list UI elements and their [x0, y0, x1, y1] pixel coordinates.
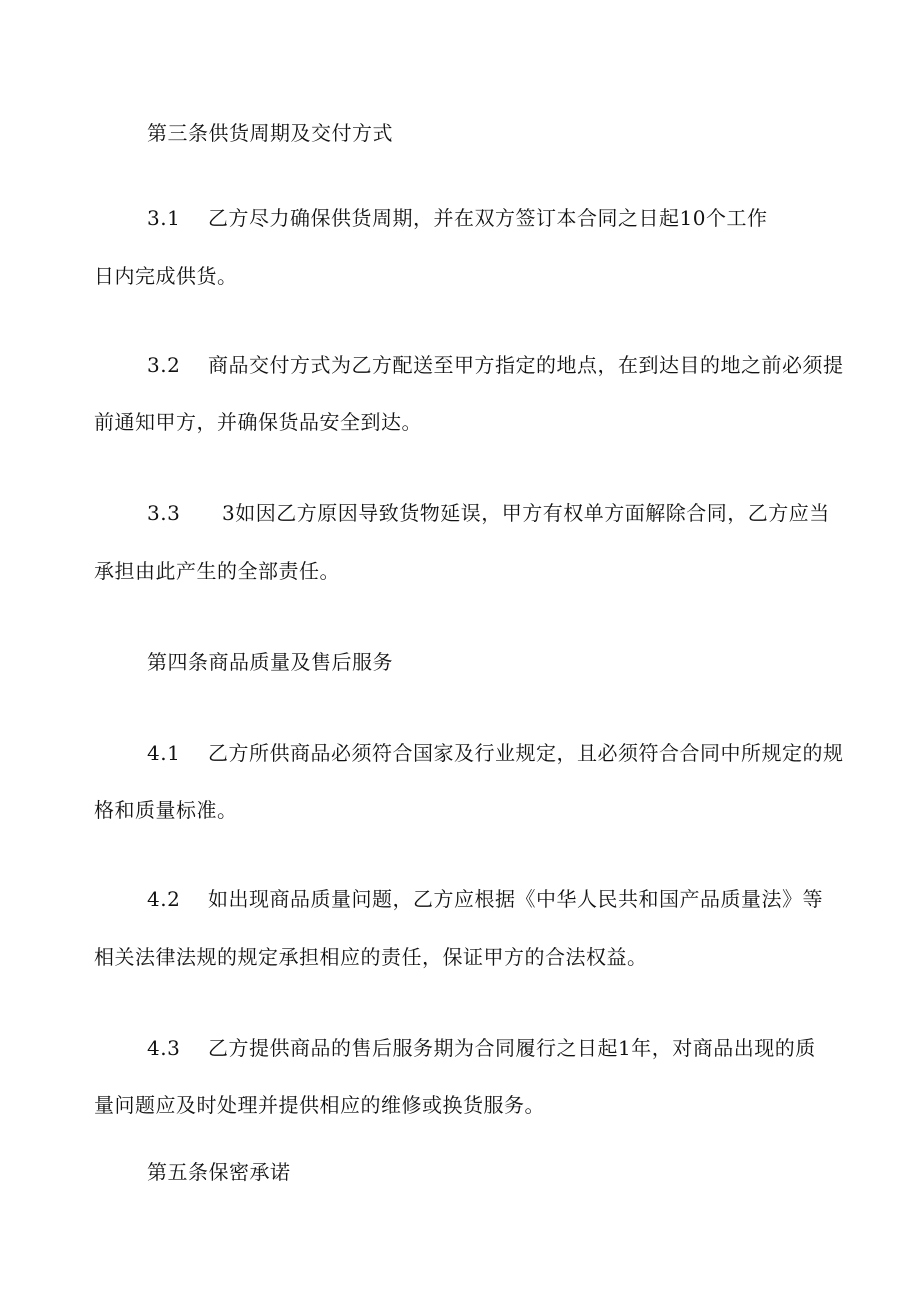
section-heading: 第五条保密承诺 [147, 1160, 291, 1184]
clause-3-3-line-1 [147, 501, 830, 525]
clause-4-2-line-2: 相关法律法规的规定承担相应的责任，保证甲方的合法权益。 [94, 945, 648, 969]
clause-number: 4.2 [147, 887, 181, 911]
clause-3-1-line-1 [147, 206, 767, 230]
clause-3-2-line-2: 前通知甲方，并确保货品安全到达。 [94, 410, 422, 434]
clause-3-3-line-2: 承担由此产生的全部责任。 [94, 559, 340, 583]
clause-number: 3.3 [147, 501, 181, 525]
clause-number: 4.1 [147, 741, 181, 765]
section-heading: 第三条供货周期及交付方式 [147, 121, 393, 145]
clause-4-2-line-1 [147, 887, 823, 911]
clause-text: 如出现商品质量问题，乙方应根据《中华人民共和国产品质量法》等 [208, 887, 824, 911]
clause-4-1-line-2: 格和质量标准。 [94, 798, 238, 822]
clause-text: 乙方提供商品的售后服务期为合同履行之日起1年，对商品出现的质 [208, 1036, 816, 1060]
clause-3-2-line-1 [147, 353, 844, 377]
clause-4-1-line-1 [147, 741, 844, 765]
clause-number: 3.2 [147, 353, 181, 377]
clause-text: 乙方尽力确保供货周期，并在双方签订本合同之日起10个工作 [208, 206, 768, 230]
clause-4-3-line-1 [147, 1036, 816, 1060]
clause-text: 商品交付方式为乙方配送至甲方指定的地点，在到达目的地之前必须提 [208, 353, 844, 377]
clause-text: 3如因乙方原因导致货物延误，甲方有权单方面解除合同，乙方应当 [222, 501, 830, 525]
clause-number: 4.3 [147, 1036, 181, 1060]
clause-3-1-line-2: 日内完成供货。 [94, 264, 238, 288]
clause-4-3-line-2: 量问题应及时处理并提供相应的维修或换货服务。 [94, 1093, 545, 1117]
section-heading: 第四条商品质量及售后服务 [147, 650, 393, 674]
clause-text: 乙方所供商品必须符合国家及行业规定，且必须符合合同中所规定的规 [208, 741, 844, 765]
clause-number: 3.1 [147, 206, 181, 230]
